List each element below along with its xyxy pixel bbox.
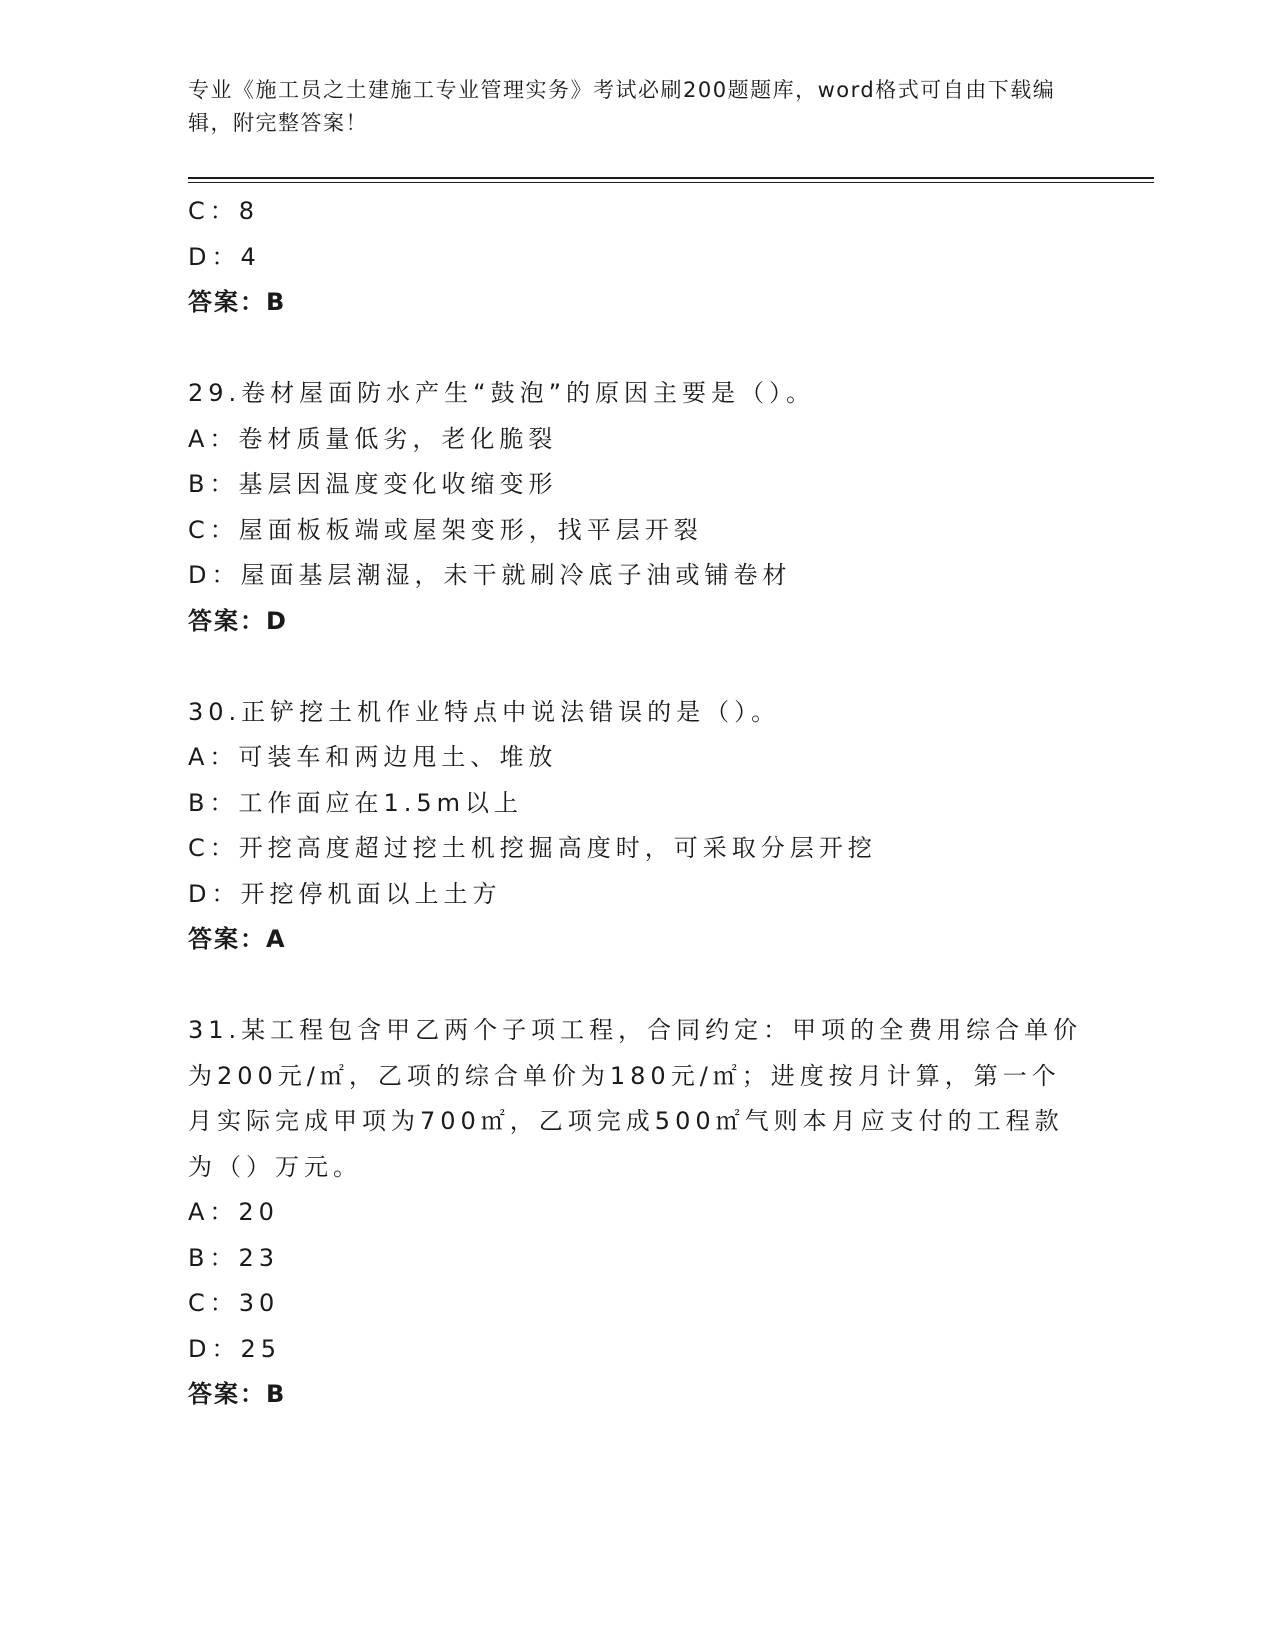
option-c: C：屋面板板端或屋架变形，找平层开裂 bbox=[188, 515, 703, 544]
answer-line: 答案：B bbox=[188, 288, 287, 316]
answer-line: 答案：A bbox=[188, 925, 287, 953]
answer-line: 答案：B bbox=[188, 1380, 287, 1408]
question-30 bbox=[188, 690, 1088, 963]
question-stem: 30.正铲挖土机作业特点中说法错误的是（）。 bbox=[188, 697, 781, 726]
document-header: 专业《施工员之土建施工专业管理实务》考试必刷200题题库，word格式可自由下载编辑，附完整答案！ bbox=[188, 78, 1056, 135]
question-29 bbox=[188, 371, 1088, 644]
option-b: B：基层因温度变化收缩变形 bbox=[188, 470, 558, 498]
header-rule-thin bbox=[188, 182, 1154, 183]
option-b: B：23 bbox=[188, 1243, 280, 1272]
question-stem: 31.某工程包含甲乙两个子项工程，合同约定：甲项的全费用综合单价为200元/㎡，乙项的综合单价为180元/㎡；进度按月计算，第一个月实际完成甲项为700㎡，乙项完成500㎡气则本月应支付的工程款为（）万元。 bbox=[188, 1016, 1083, 1181]
spacer bbox=[188, 326, 1088, 372]
option-d: D：25 bbox=[188, 1334, 282, 1363]
option-a: A：可装车和两边甩土、堆放 bbox=[188, 743, 558, 771]
question-stem: 29.卷材屋面防水产生“鼓泡”的原因主要是（）。 bbox=[188, 379, 816, 407]
question-list bbox=[188, 189, 1088, 1418]
question-31 bbox=[188, 1008, 1088, 1418]
option-c: C：8 bbox=[188, 197, 260, 225]
option-a: A：卷材质量低劣，老化脆裂 bbox=[188, 424, 558, 453]
option-a: A：20 bbox=[188, 1198, 279, 1226]
spacer bbox=[188, 963, 1088, 1009]
option-d: D：4 bbox=[188, 242, 261, 271]
previous-question-tail bbox=[188, 189, 1088, 326]
option-d: D：屋面基层潮湿，未干就刷冷底子油或铺卷材 bbox=[188, 561, 792, 589]
option-b: B：工作面应在1.5m以上 bbox=[188, 788, 524, 817]
option-c: C：30 bbox=[188, 1289, 280, 1317]
answer-line: 答案：D bbox=[188, 606, 288, 635]
spacer bbox=[188, 644, 1088, 690]
option-d: D：开挖停机面以上土方 bbox=[188, 879, 502, 908]
option-c: C：开挖高度超过挖土机挖掘高度时，可采取分层开挖 bbox=[188, 834, 877, 862]
header-rule-thick bbox=[188, 177, 1154, 179]
